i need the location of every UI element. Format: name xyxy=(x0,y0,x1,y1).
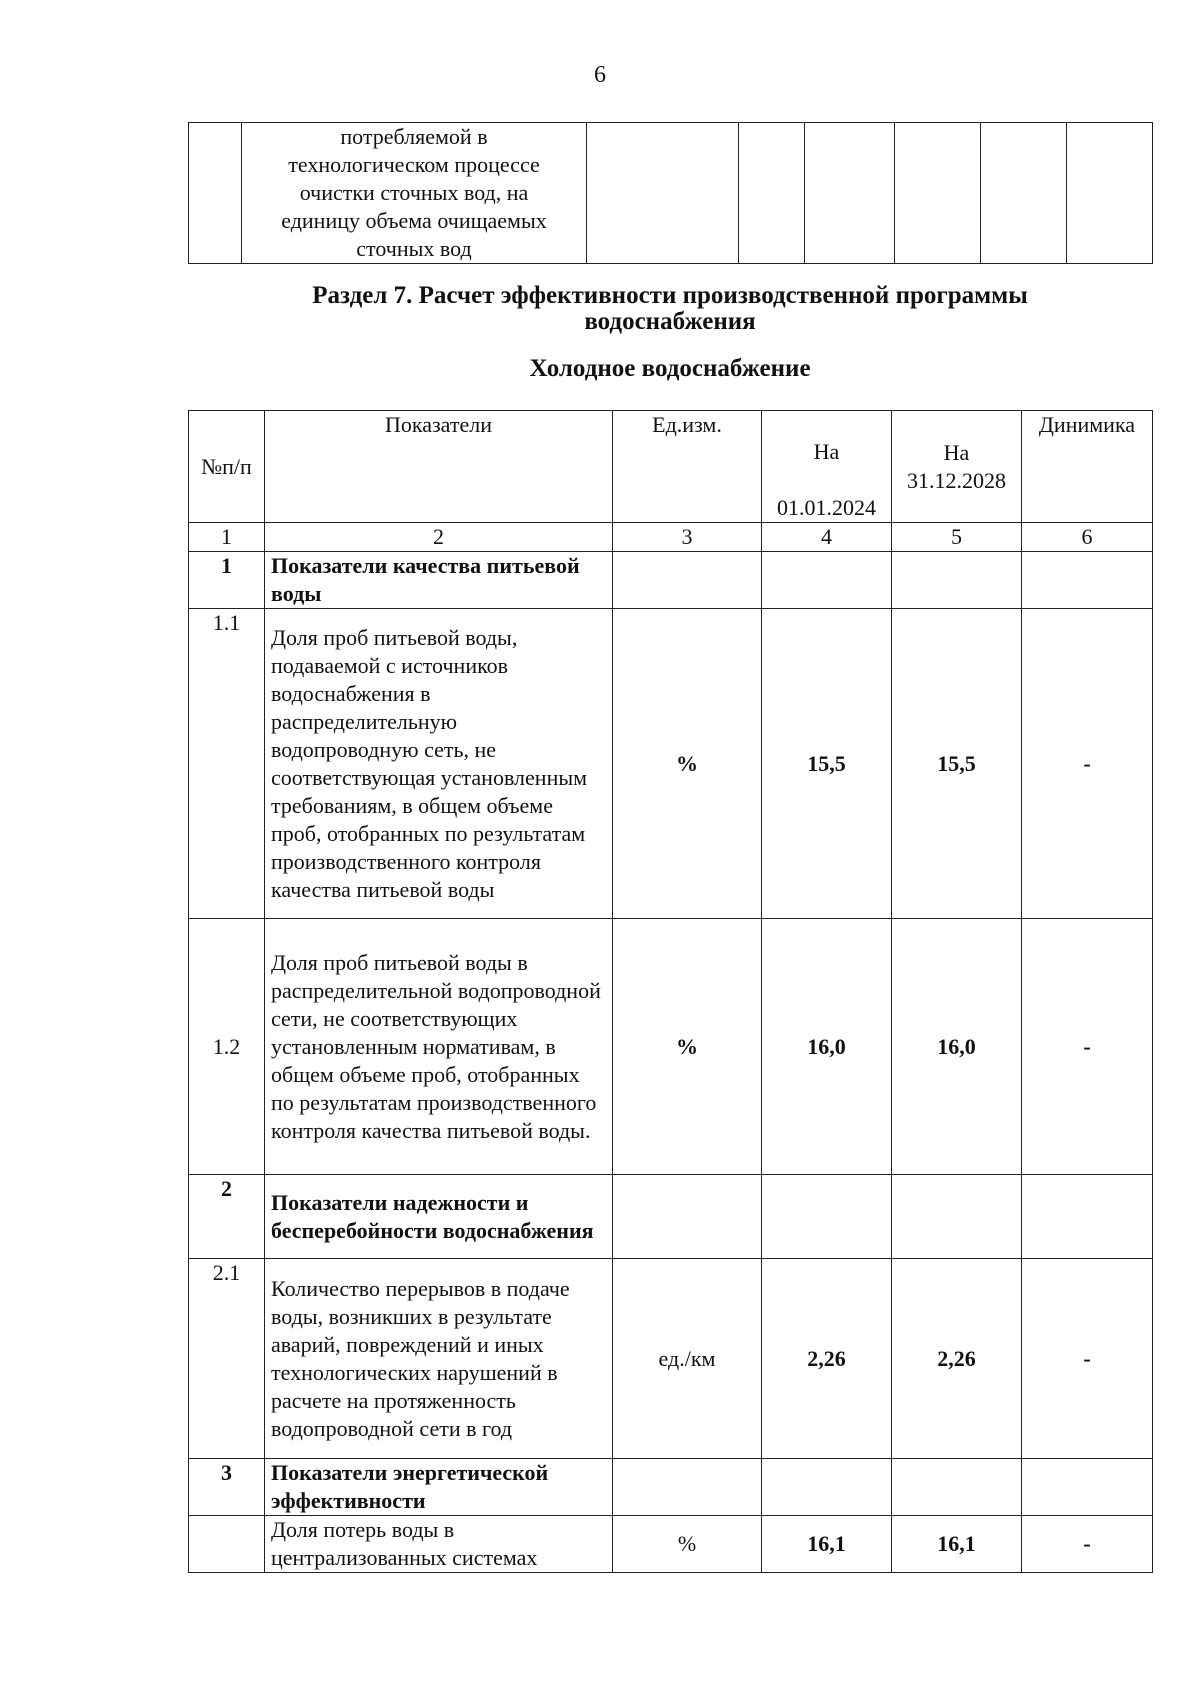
row-text: Количество перерывов в подаче воды, возникших в результате аварий, повреждений и иных технологических нарушений в расчете на протяженность водопроводной сети в год xyxy=(265,1259,613,1459)
row-dynamics xyxy=(1022,1175,1153,1259)
row-num: 3 xyxy=(189,1459,265,1516)
row-value1: 16,1 xyxy=(762,1516,892,1573)
row-value2: 15,5 xyxy=(892,609,1022,919)
row-dynamics: - xyxy=(1022,919,1153,1175)
row-dynamics xyxy=(1022,552,1153,609)
row-text: Доля проб питьевой воды в распределительной водопроводной сети, не соответствующих установленным нормативам, в общем объеме проб, отобранных по результатам производственного контроля качества питьевой воды. xyxy=(265,919,613,1175)
header-date2 xyxy=(892,411,1022,523)
row-text: Показатели надежности и бесперебойности водоснабжения xyxy=(265,1175,613,1259)
row-num: 2.1 xyxy=(189,1259,265,1459)
row-value2: 16,1 xyxy=(892,1516,1022,1573)
continuation-text-cell xyxy=(242,123,587,264)
column-number: 1 xyxy=(189,523,265,552)
continuation-empty-cell xyxy=(739,123,805,264)
continuation-empty-cell xyxy=(805,123,895,264)
row-value1: 15,5 xyxy=(762,609,892,919)
continuation-table xyxy=(188,122,1153,264)
row-unit xyxy=(613,1459,762,1516)
subtitle: Холодное водоснабжение xyxy=(529,355,811,382)
continuation-empty-cell xyxy=(587,123,739,264)
row-value2: 16,0 xyxy=(892,919,1022,1175)
row-text: Показатели качества питьевой воды xyxy=(265,552,613,609)
table-row xyxy=(189,1259,1153,1459)
row-value2 xyxy=(892,552,1022,609)
section-title-line: Раздел 7. Расчет эффективности производственной программы xyxy=(312,282,1028,309)
header-date1 xyxy=(762,411,892,523)
continuation-text-line: очистки сточных вод, на xyxy=(299,180,529,205)
row-value2 xyxy=(892,1175,1022,1259)
column-number: 4 xyxy=(762,523,892,552)
row-num: 1 xyxy=(189,552,265,609)
header-row xyxy=(189,411,1153,523)
row-value1 xyxy=(762,552,892,609)
table-row xyxy=(189,552,1153,609)
row-num: 1.2 xyxy=(189,919,265,1175)
header-date2-label: На xyxy=(943,439,970,465)
continuation-empty-cell xyxy=(895,123,981,264)
row-text: Доля потерь воды в централизованных системах xyxy=(265,1516,613,1573)
table-row xyxy=(189,609,1153,919)
section-title xyxy=(188,283,1152,335)
row-value2 xyxy=(892,1459,1022,1516)
indicators-table xyxy=(188,410,1153,1573)
page-number: 6 xyxy=(594,62,606,88)
row-value2: 2,26 xyxy=(892,1259,1022,1459)
header-date2-value: 31.12.2028 xyxy=(907,467,1006,493)
row-num xyxy=(189,1516,265,1573)
table-row xyxy=(189,1175,1153,1259)
row-unit xyxy=(613,552,762,609)
row-dynamics: - xyxy=(1022,609,1153,919)
row-value1 xyxy=(762,1459,892,1516)
column-number: 5 xyxy=(892,523,1022,552)
row-text: Доля проб питьевой воды, подаваемой с источников водоснабжения в распределительную водопроводную сеть, не соответствующая установленным требованиям, в общем объеме проб, отобранных по результатам производственного контроля качества питьевой воды xyxy=(265,609,613,919)
continuation-text-line: потребляемой в xyxy=(340,124,488,149)
row-value1 xyxy=(762,1175,892,1259)
section-title-line: водоснабжения xyxy=(584,308,756,335)
table-row xyxy=(189,919,1153,1175)
row-text: Показатели энергетической эффективности xyxy=(265,1459,613,1516)
row-dynamics: - xyxy=(1022,1259,1153,1459)
row-dynamics: - xyxy=(1022,1516,1153,1573)
header-dynamics: Динимика xyxy=(1022,411,1153,523)
row-value1: 2,26 xyxy=(762,1259,892,1459)
continuation-text-line: технологическом процессе xyxy=(288,152,540,177)
continuation-empty-cell xyxy=(981,123,1067,264)
header-indicators: Показатели xyxy=(265,411,613,523)
header-date1-value: 01.01.2024 xyxy=(777,495,876,520)
column-number-row xyxy=(189,523,1153,552)
table-row xyxy=(189,1516,1153,1573)
row-unit: % xyxy=(613,919,762,1175)
row-dynamics xyxy=(1022,1459,1153,1516)
header-unit: Ед.изм. xyxy=(613,411,762,523)
table-row xyxy=(189,1459,1153,1516)
header-num: №п/п xyxy=(189,411,265,523)
row-unit: % xyxy=(613,609,762,919)
header-date1-label: На xyxy=(813,439,840,464)
column-number: 3 xyxy=(613,523,762,552)
continuation-num-cell xyxy=(189,123,242,264)
row-unit: ед./км xyxy=(613,1259,762,1459)
row-value1: 16,0 xyxy=(762,919,892,1175)
row-num: 2 xyxy=(189,1175,265,1259)
row-unit: % xyxy=(613,1516,762,1573)
column-number: 6 xyxy=(1022,523,1153,552)
continuation-text-line: единицу объема очищаемых xyxy=(281,208,547,233)
row-num: 1.1 xyxy=(189,609,265,919)
column-number: 2 xyxy=(265,523,613,552)
row-unit xyxy=(613,1175,762,1259)
continuation-text-line: сточных вод xyxy=(356,236,472,261)
continuation-empty-cell xyxy=(1067,123,1153,264)
